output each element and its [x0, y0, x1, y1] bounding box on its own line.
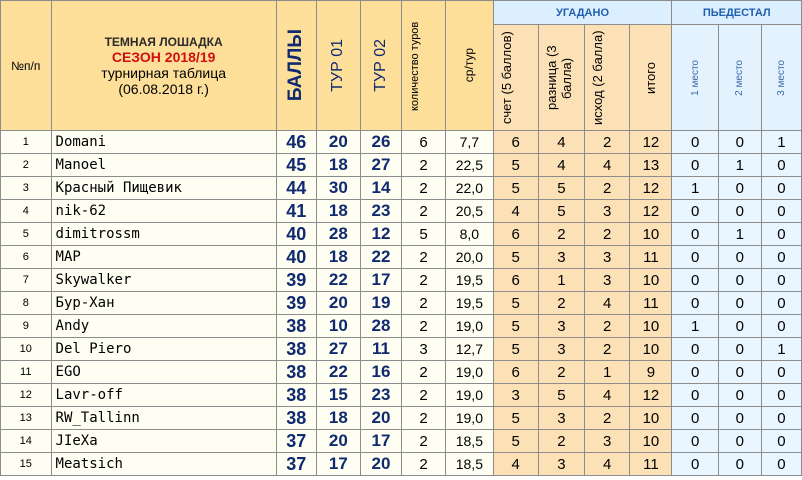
- avg-cell: 19,0: [446, 407, 493, 430]
- diff-cell: 3: [538, 315, 584, 338]
- tour1-cell: 20: [316, 292, 360, 315]
- tour2-cell: 26: [360, 131, 401, 154]
- place1-cell: 0: [672, 131, 718, 154]
- name-cell: Skywalker: [51, 269, 276, 292]
- tour1-cell: 18: [316, 407, 360, 430]
- table-row: [1, 223, 802, 246]
- place3-cell: 0: [761, 430, 801, 453]
- diff-cell: 2: [538, 430, 584, 453]
- score-cell: 5: [493, 177, 538, 200]
- place3-cell: 0: [761, 384, 801, 407]
- outcome-cell: 4: [585, 453, 630, 476]
- outcome-cell: 2: [585, 131, 630, 154]
- total-cell: 10: [630, 269, 672, 292]
- avg-cell: 19,5: [446, 269, 493, 292]
- outcome-cell: 1: [585, 361, 630, 384]
- place3-cell: 0: [761, 200, 801, 223]
- outcome-cell: 4: [585, 154, 630, 177]
- table-row: [1, 246, 802, 269]
- points-cell: 39: [276, 269, 316, 292]
- tours-count-cell: 3: [401, 338, 445, 361]
- score-cell: 6: [493, 361, 538, 384]
- tour1-cell: 27: [316, 338, 360, 361]
- tours-count-header-label: количество туров: [408, 20, 421, 111]
- subtitle-standings: турнирная таблица: [101, 64, 226, 81]
- place2-cell: 0: [718, 453, 761, 476]
- guessed-group-header: [493, 1, 672, 25]
- tours-count-cell: 2: [401, 315, 445, 338]
- diff-cell: 2: [538, 292, 584, 315]
- place1-cell: 0: [672, 430, 718, 453]
- avg-cell: 19,0: [446, 361, 493, 384]
- tour1-cell: 18: [316, 154, 360, 177]
- diff-cell: 3: [538, 246, 584, 269]
- tour1-cell: 15: [316, 384, 360, 407]
- total-cell: 12: [630, 384, 672, 407]
- place2-cell: 0: [718, 315, 761, 338]
- tours-count-cell: 2: [401, 407, 445, 430]
- points-cell: 38: [276, 361, 316, 384]
- place1-cell: 0: [672, 200, 718, 223]
- score-cell: 4: [493, 453, 538, 476]
- place3-cell: 0: [761, 269, 801, 292]
- diff-cell: 3: [538, 453, 584, 476]
- tour1-cell: 28: [316, 223, 360, 246]
- table-row: [1, 361, 802, 384]
- outcome-cell: 4: [585, 384, 630, 407]
- place1-header-label: 1 место: [689, 59, 701, 96]
- table-row: [1, 269, 802, 292]
- date-label: (06.08.2018 г.): [118, 80, 209, 97]
- table-row: [1, 154, 802, 177]
- title-name: ТЕМНАЯ ЛОШАДКА: [104, 34, 223, 49]
- no-cell: 11: [1, 361, 52, 384]
- outcome-cell: 2: [585, 177, 630, 200]
- place2-column-header: [718, 25, 761, 131]
- diff-cell: 3: [538, 338, 584, 361]
- points-cell: 44: [276, 177, 316, 200]
- total-cell: 9: [630, 361, 672, 384]
- no-cell: 1: [1, 131, 52, 154]
- tour2-cell: 23: [360, 200, 401, 223]
- place3-cell: 0: [761, 361, 801, 384]
- place2-cell: 0: [718, 131, 761, 154]
- diff-column-header: [538, 25, 584, 131]
- no-cell: 9: [1, 315, 52, 338]
- tour1-cell: 20: [316, 131, 360, 154]
- tour1-cell: 18: [316, 200, 360, 223]
- total-cell: 12: [630, 131, 672, 154]
- diff-cell: 5: [538, 200, 584, 223]
- season-label: СЕЗОН 2018/19: [111, 48, 216, 65]
- place3-cell: 0: [761, 407, 801, 430]
- points-cell: 46: [276, 131, 316, 154]
- name-cell: Domani: [51, 131, 276, 154]
- total-cell: 10: [630, 407, 672, 430]
- no-cell: 14: [1, 430, 52, 453]
- name-cell: MAP: [51, 246, 276, 269]
- place1-cell: 0: [672, 154, 718, 177]
- total-cell: 11: [630, 292, 672, 315]
- avg-cell: 7,7: [446, 131, 493, 154]
- points-cell: 40: [276, 246, 316, 269]
- avg-cell: 22,5: [446, 154, 493, 177]
- place3-cell: 0: [761, 292, 801, 315]
- table-row: [1, 430, 802, 453]
- avg-cell: 12,7: [446, 338, 493, 361]
- tour2-cell: 14: [360, 177, 401, 200]
- name-cell: Andy: [51, 315, 276, 338]
- outcome-cell: 2: [585, 315, 630, 338]
- tours-count-cell: 2: [401, 200, 445, 223]
- outcome-column-header: [585, 25, 630, 131]
- tour2-column-header: [360, 1, 401, 131]
- points-cell: 41: [276, 200, 316, 223]
- place1-cell: 0: [672, 223, 718, 246]
- name-cell: JIeXa: [51, 430, 276, 453]
- tour2-cell: 12: [360, 223, 401, 246]
- tour1-cell: 20: [316, 430, 360, 453]
- name-cell: Del Piero: [51, 338, 276, 361]
- place1-cell: 1: [672, 315, 718, 338]
- outcome-cell: 3: [585, 200, 630, 223]
- table-row: [1, 292, 802, 315]
- total-cell: 10: [630, 430, 672, 453]
- name-cell: dimitrossm: [51, 223, 276, 246]
- tour1-cell: 22: [316, 361, 360, 384]
- score-cell: 5: [493, 154, 538, 177]
- tour1-cell: 17: [316, 453, 360, 476]
- table-row: [1, 384, 802, 407]
- tours-count-cell: 2: [401, 384, 445, 407]
- place3-cell: 0: [761, 177, 801, 200]
- tours-count-cell: 2: [401, 292, 445, 315]
- total-cell: 12: [630, 177, 672, 200]
- table-row: [1, 200, 802, 223]
- outcome-cell: 3: [585, 269, 630, 292]
- avg-cell: 18,5: [446, 453, 493, 476]
- tour2-cell: 20: [360, 407, 401, 430]
- tours-count-column-header: [401, 1, 445, 131]
- diff-header-label: разница (3 балла): [544, 45, 575, 110]
- outcome-cell: 4: [585, 292, 630, 315]
- place3-cell: 0: [761, 154, 801, 177]
- guessed-label: УГАДАНО: [555, 6, 610, 19]
- tour2-cell: 20: [360, 453, 401, 476]
- avg-header-label: ср/тур: [462, 48, 477, 83]
- tour1-cell: 30: [316, 177, 360, 200]
- place3-cell: 0: [761, 223, 801, 246]
- tour2-cell: 28: [360, 315, 401, 338]
- tour2-cell: 17: [360, 269, 401, 292]
- outcome-cell: 3: [585, 430, 630, 453]
- place2-cell: 0: [718, 200, 761, 223]
- avg-cell: 8,0: [446, 223, 493, 246]
- points-header-label: БАЛЛЫ: [285, 29, 307, 102]
- place2-cell: 0: [718, 177, 761, 200]
- outcome-cell: 2: [585, 338, 630, 361]
- place1-column-header: [672, 25, 718, 131]
- score-cell: 5: [493, 246, 538, 269]
- table-row: [1, 407, 802, 430]
- tour1-column-header: [316, 1, 360, 131]
- no-cell: 2: [1, 154, 52, 177]
- place1-cell: 0: [672, 384, 718, 407]
- tours-count-cell: 2: [401, 154, 445, 177]
- place3-cell: 0: [761, 246, 801, 269]
- tour2-cell: 27: [360, 154, 401, 177]
- no-cell: 3: [1, 177, 52, 200]
- name-cell: EGO: [51, 361, 276, 384]
- tour2-cell: 22: [360, 246, 401, 269]
- place3-column-header: [761, 25, 801, 131]
- tours-count-cell: 2: [401, 453, 445, 476]
- score-cell: 4: [493, 200, 538, 223]
- tours-count-cell: 2: [401, 361, 445, 384]
- podium-label: ПЬЕДЕСТАЛ: [702, 6, 771, 19]
- score-cell: 5: [493, 315, 538, 338]
- tours-count-cell: 2: [401, 430, 445, 453]
- avg-column-header: [446, 1, 493, 131]
- avg-cell: 18,5: [446, 430, 493, 453]
- diff-cell: 4: [538, 154, 584, 177]
- total-header-label: итого: [643, 61, 659, 94]
- name-cell: RW_Tallinn: [51, 407, 276, 430]
- no-cell: 15: [1, 453, 52, 476]
- score-cell: 3: [493, 384, 538, 407]
- no-cell: 5: [1, 223, 52, 246]
- podium-group-header: [672, 1, 802, 25]
- place2-cell: 0: [718, 407, 761, 430]
- avg-cell: 20,5: [446, 200, 493, 223]
- diff-cell: 3: [538, 407, 584, 430]
- tour1-cell: 22: [316, 269, 360, 292]
- score-cell: 6: [493, 131, 538, 154]
- points-cell: 38: [276, 315, 316, 338]
- points-column-header: [276, 1, 316, 131]
- no-header-label: №п/п: [11, 58, 41, 73]
- points-cell: 40: [276, 223, 316, 246]
- total-cell: 10: [630, 338, 672, 361]
- no-column-header: [1, 1, 52, 131]
- tour2-cell: 23: [360, 384, 401, 407]
- no-cell: 8: [1, 292, 52, 315]
- total-cell: 10: [630, 223, 672, 246]
- total-cell: 13: [630, 154, 672, 177]
- score-cell: 5: [493, 338, 538, 361]
- total-cell: 12: [630, 200, 672, 223]
- score-cell: 6: [493, 269, 538, 292]
- no-cell: 4: [1, 200, 52, 223]
- table-row: [1, 315, 802, 338]
- place1-cell: 1: [672, 177, 718, 200]
- place2-cell: 0: [718, 430, 761, 453]
- outcome-cell: 3: [585, 246, 630, 269]
- tours-count-cell: 2: [401, 177, 445, 200]
- table-row: [1, 177, 802, 200]
- place2-cell: 0: [718, 269, 761, 292]
- avg-cell: 20,0: [446, 246, 493, 269]
- place1-cell: 0: [672, 453, 718, 476]
- tour2-cell: 11: [360, 338, 401, 361]
- no-cell: 12: [1, 384, 52, 407]
- tours-count-cell: 2: [401, 246, 445, 269]
- header-row-top: [1, 1, 802, 25]
- place2-cell: 0: [718, 246, 761, 269]
- avg-cell: 22,0: [446, 177, 493, 200]
- points-cell: 38: [276, 407, 316, 430]
- place2-cell: 0: [718, 338, 761, 361]
- score-cell: 6: [493, 223, 538, 246]
- avg-cell: 19,0: [446, 315, 493, 338]
- diff-cell: 2: [538, 223, 584, 246]
- table-row: [1, 453, 802, 476]
- tour2-cell: 17: [360, 430, 401, 453]
- tour1-header-label: ТУР 01: [329, 39, 347, 92]
- name-cell: Meatsich: [51, 453, 276, 476]
- place1-cell: 0: [672, 292, 718, 315]
- name-cell: Lavr-off: [51, 384, 276, 407]
- diff-cell: 4: [538, 131, 584, 154]
- score-cell: 5: [493, 292, 538, 315]
- place2-cell: 1: [718, 223, 761, 246]
- name-cell: nik-62: [51, 200, 276, 223]
- avg-cell: 19,5: [446, 292, 493, 315]
- score-cell: 5: [493, 407, 538, 430]
- points-cell: 38: [276, 338, 316, 361]
- place2-cell: 1: [718, 154, 761, 177]
- diff-cell: 2: [538, 361, 584, 384]
- total-cell: 11: [630, 246, 672, 269]
- points-cell: 37: [276, 430, 316, 453]
- no-cell: 13: [1, 407, 52, 430]
- points-cell: 38: [276, 384, 316, 407]
- outcome-cell: 2: [585, 407, 630, 430]
- total-column-header: [630, 25, 672, 131]
- place3-header-label: 3 место: [775, 59, 787, 96]
- tour1-cell: 10: [316, 315, 360, 338]
- points-cell: 39: [276, 292, 316, 315]
- diff-cell: 5: [538, 177, 584, 200]
- name-cell: Manoel: [51, 154, 276, 177]
- no-cell: 10: [1, 338, 52, 361]
- place1-cell: 0: [672, 338, 718, 361]
- table-row: [1, 131, 802, 154]
- place1-cell: 0: [672, 361, 718, 384]
- score-header-label: счет (5 баллов): [498, 31, 514, 124]
- total-cell: 10: [630, 315, 672, 338]
- place2-cell: 0: [718, 292, 761, 315]
- place3-cell: 1: [761, 131, 801, 154]
- outcome-header-label: исход (2 балла): [590, 30, 606, 125]
- no-cell: 7: [1, 269, 52, 292]
- outcome-cell: 2: [585, 223, 630, 246]
- diff-cell: 1: [538, 269, 584, 292]
- place1-cell: 0: [672, 246, 718, 269]
- table-row: [1, 338, 802, 361]
- name-cell: Красный Пищевик: [51, 177, 276, 200]
- place3-cell: 0: [761, 453, 801, 476]
- tours-count-cell: 2: [401, 269, 445, 292]
- place1-cell: 0: [672, 269, 718, 292]
- avg-cell: 19,0: [446, 384, 493, 407]
- place3-cell: 1: [761, 338, 801, 361]
- tour1-cell: 18: [316, 246, 360, 269]
- no-cell: 6: [1, 246, 52, 269]
- total-cell: 11: [630, 453, 672, 476]
- tour2-cell: 16: [360, 361, 401, 384]
- tour2-header-label: ТУР 02: [371, 39, 389, 92]
- place2-header-label: 2 место: [734, 59, 746, 96]
- diff-cell: 5: [538, 384, 584, 407]
- score-column-header: [493, 25, 538, 131]
- name-cell: Бур-Хан: [51, 292, 276, 315]
- place1-cell: 0: [672, 407, 718, 430]
- score-cell: 5: [493, 430, 538, 453]
- place2-cell: 0: [718, 384, 761, 407]
- place2-cell: 0: [718, 361, 761, 384]
- title-block: [51, 1, 276, 131]
- points-cell: 45: [276, 154, 316, 177]
- place3-cell: 0: [761, 315, 801, 338]
- tours-count-cell: 6: [401, 131, 445, 154]
- tour2-cell: 19: [360, 292, 401, 315]
- points-cell: 37: [276, 453, 316, 476]
- tours-count-cell: 5: [401, 223, 445, 246]
